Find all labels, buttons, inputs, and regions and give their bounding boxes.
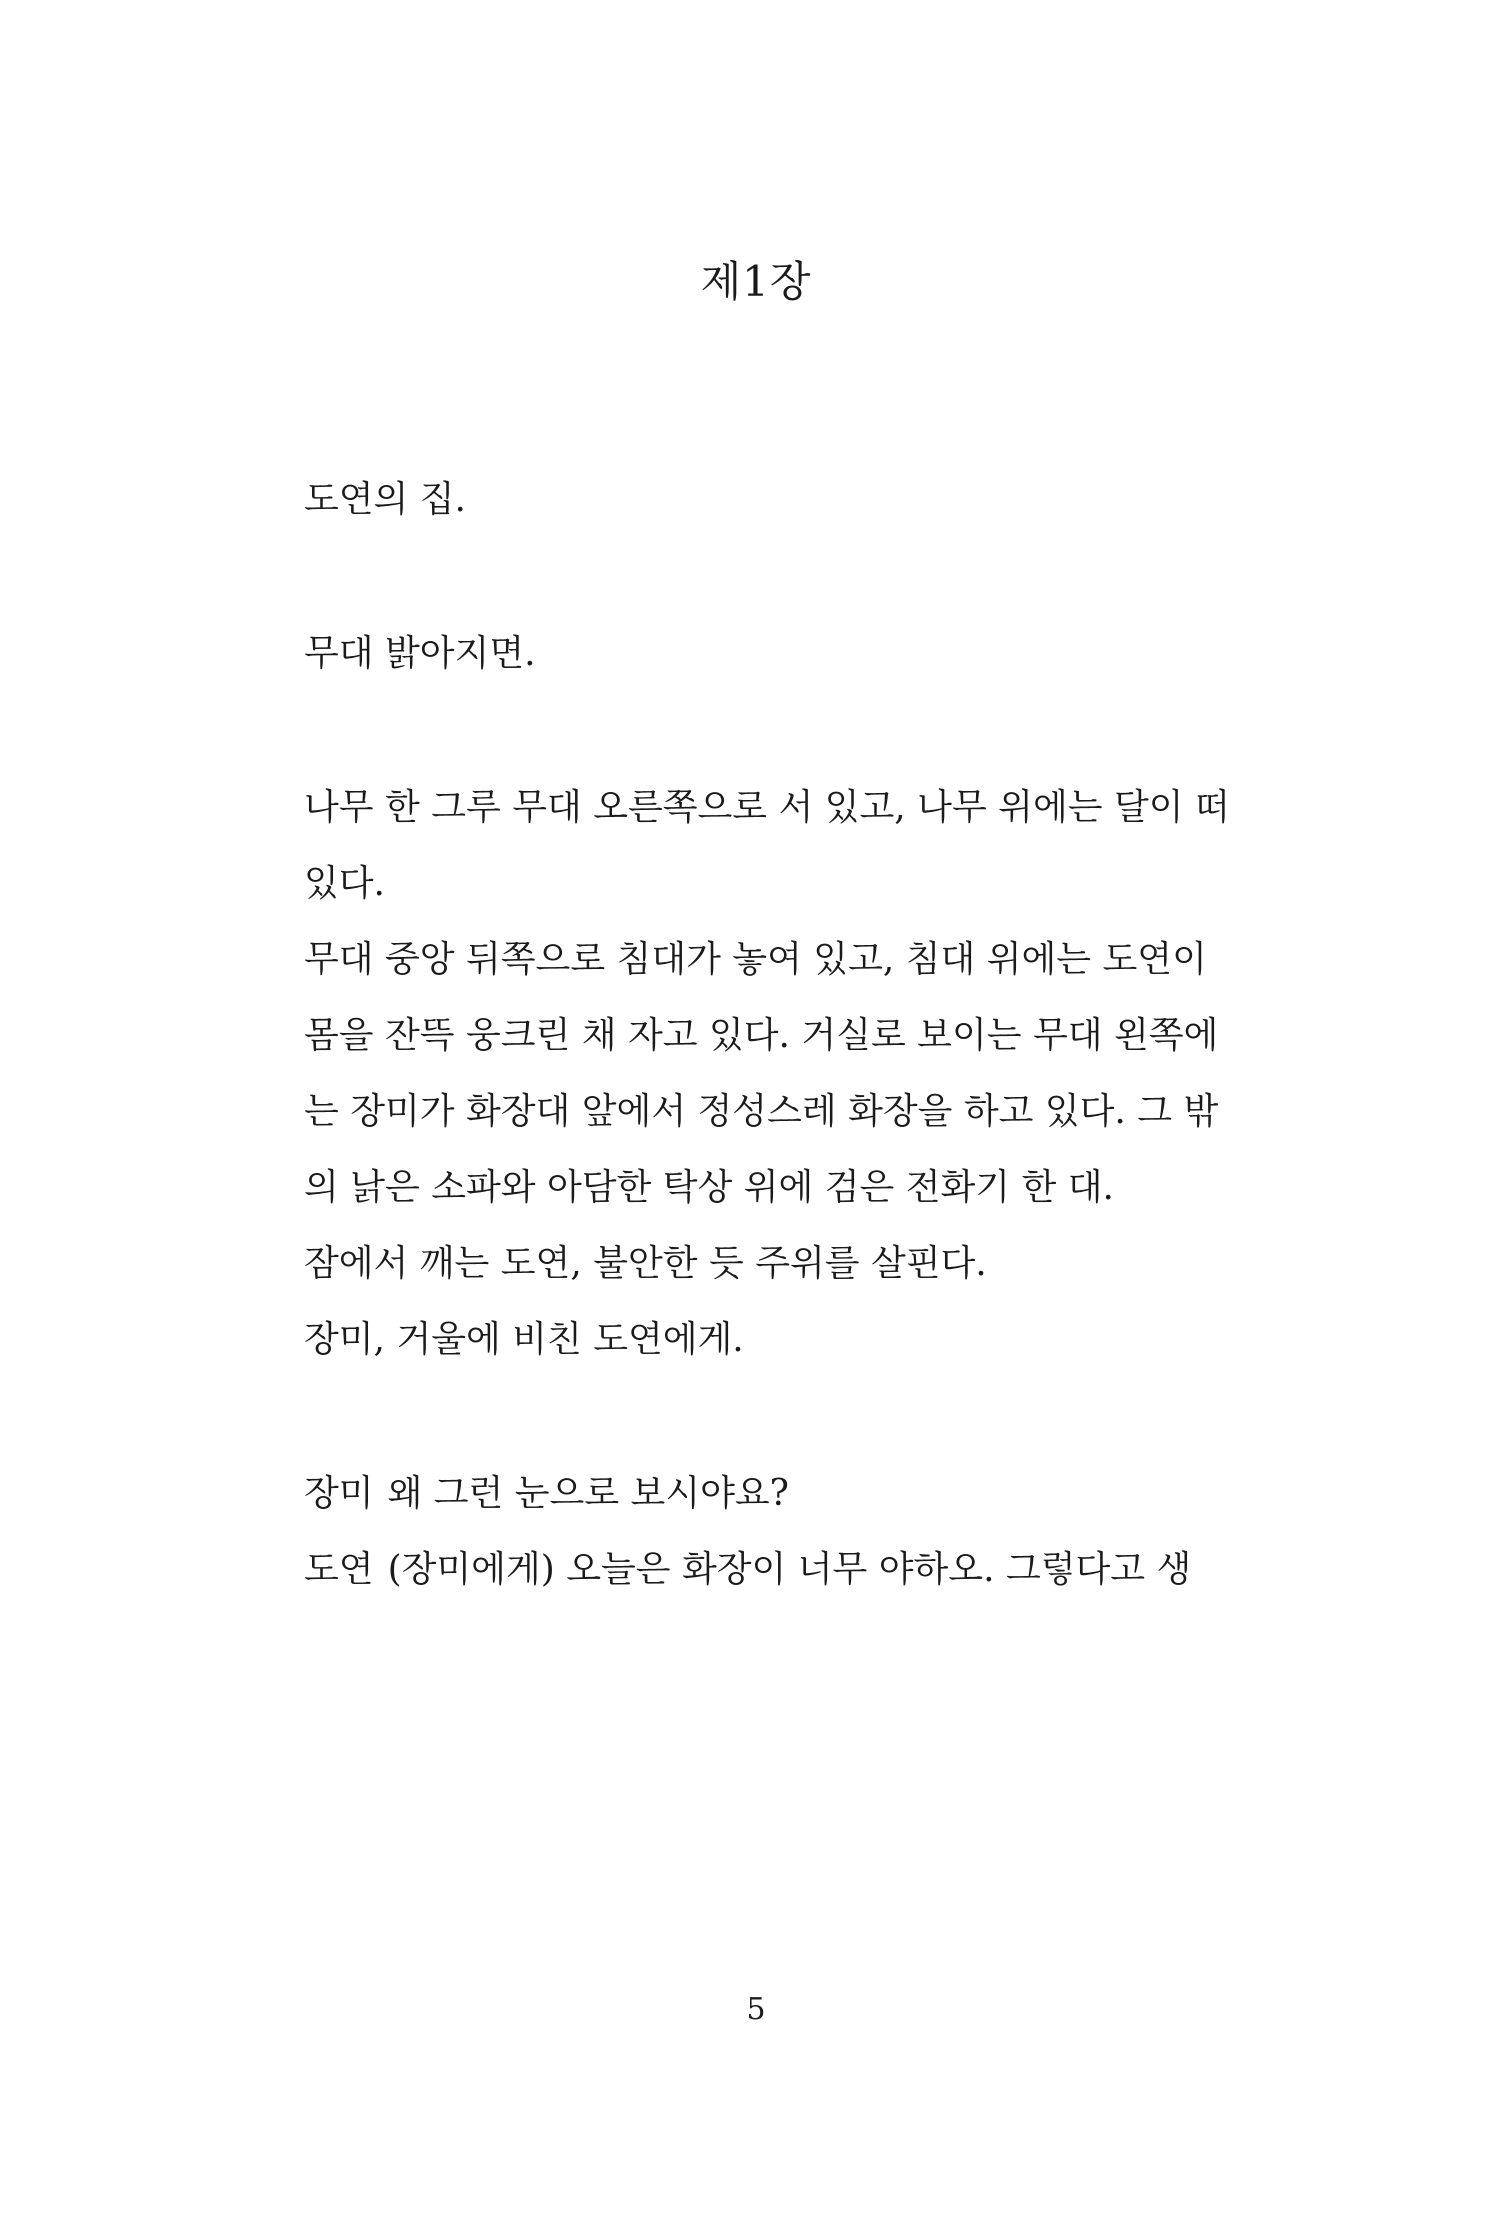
paragraph-gap xyxy=(304,700,1244,778)
page-number: 5 xyxy=(746,1992,766,2027)
stage-direction-line: 의 낡은 소파와 아담한 탁상 위에 검은 전화기 한 대. xyxy=(304,1167,1114,1208)
stage-direction-line: 는 장미가 화장대 앞에서 정성스레 화장을 하고 있다. 그 밖 xyxy=(304,1091,1219,1132)
dialogue-line xyxy=(304,1464,1244,1540)
speaker-name: 도연 xyxy=(304,1549,374,1590)
stage-direction-line: 무대 밝아지면. xyxy=(304,633,536,674)
stage-direction-line: 잠에서 깨는 도연, 불안한 듯 주위를 살핀다. xyxy=(304,1243,987,1284)
paragraph-gap xyxy=(304,1386,1244,1464)
stage-direction-line: 무대 중앙 뒤쪽으로 침대가 놓여 있고, 침대 위에는 도연이 xyxy=(304,939,1207,980)
paragraph-gap xyxy=(304,546,1244,624)
dialogue-text: (장미에게) 오늘은 화장이 너무 야하오. 그렇다고 생 xyxy=(387,1549,1192,1590)
stage-direction-line: 도연의 집. xyxy=(304,479,466,520)
stage-direction-line: 장미, 거울에 비친 도연에게. xyxy=(304,1319,744,1360)
script-body xyxy=(304,470,1244,1616)
speaker-name: 장미 xyxy=(304,1473,374,1514)
stage-direction-line: 있다. xyxy=(304,863,385,904)
stage-direction-line: 나무 한 그루 무대 오른쪽으로 서 있고, 나무 위에는 달이 떠 xyxy=(304,787,1230,828)
chapter-title: 제1장 xyxy=(700,257,812,306)
dialogue-text: 왜 그런 눈으로 보시야요? xyxy=(387,1473,789,1514)
stage-direction-line: 몸을 잔뜩 웅크린 채 자고 있다. 거실로 보이는 무대 왼쪽에 xyxy=(304,1015,1219,1056)
dialogue-line xyxy=(304,1540,1244,1616)
